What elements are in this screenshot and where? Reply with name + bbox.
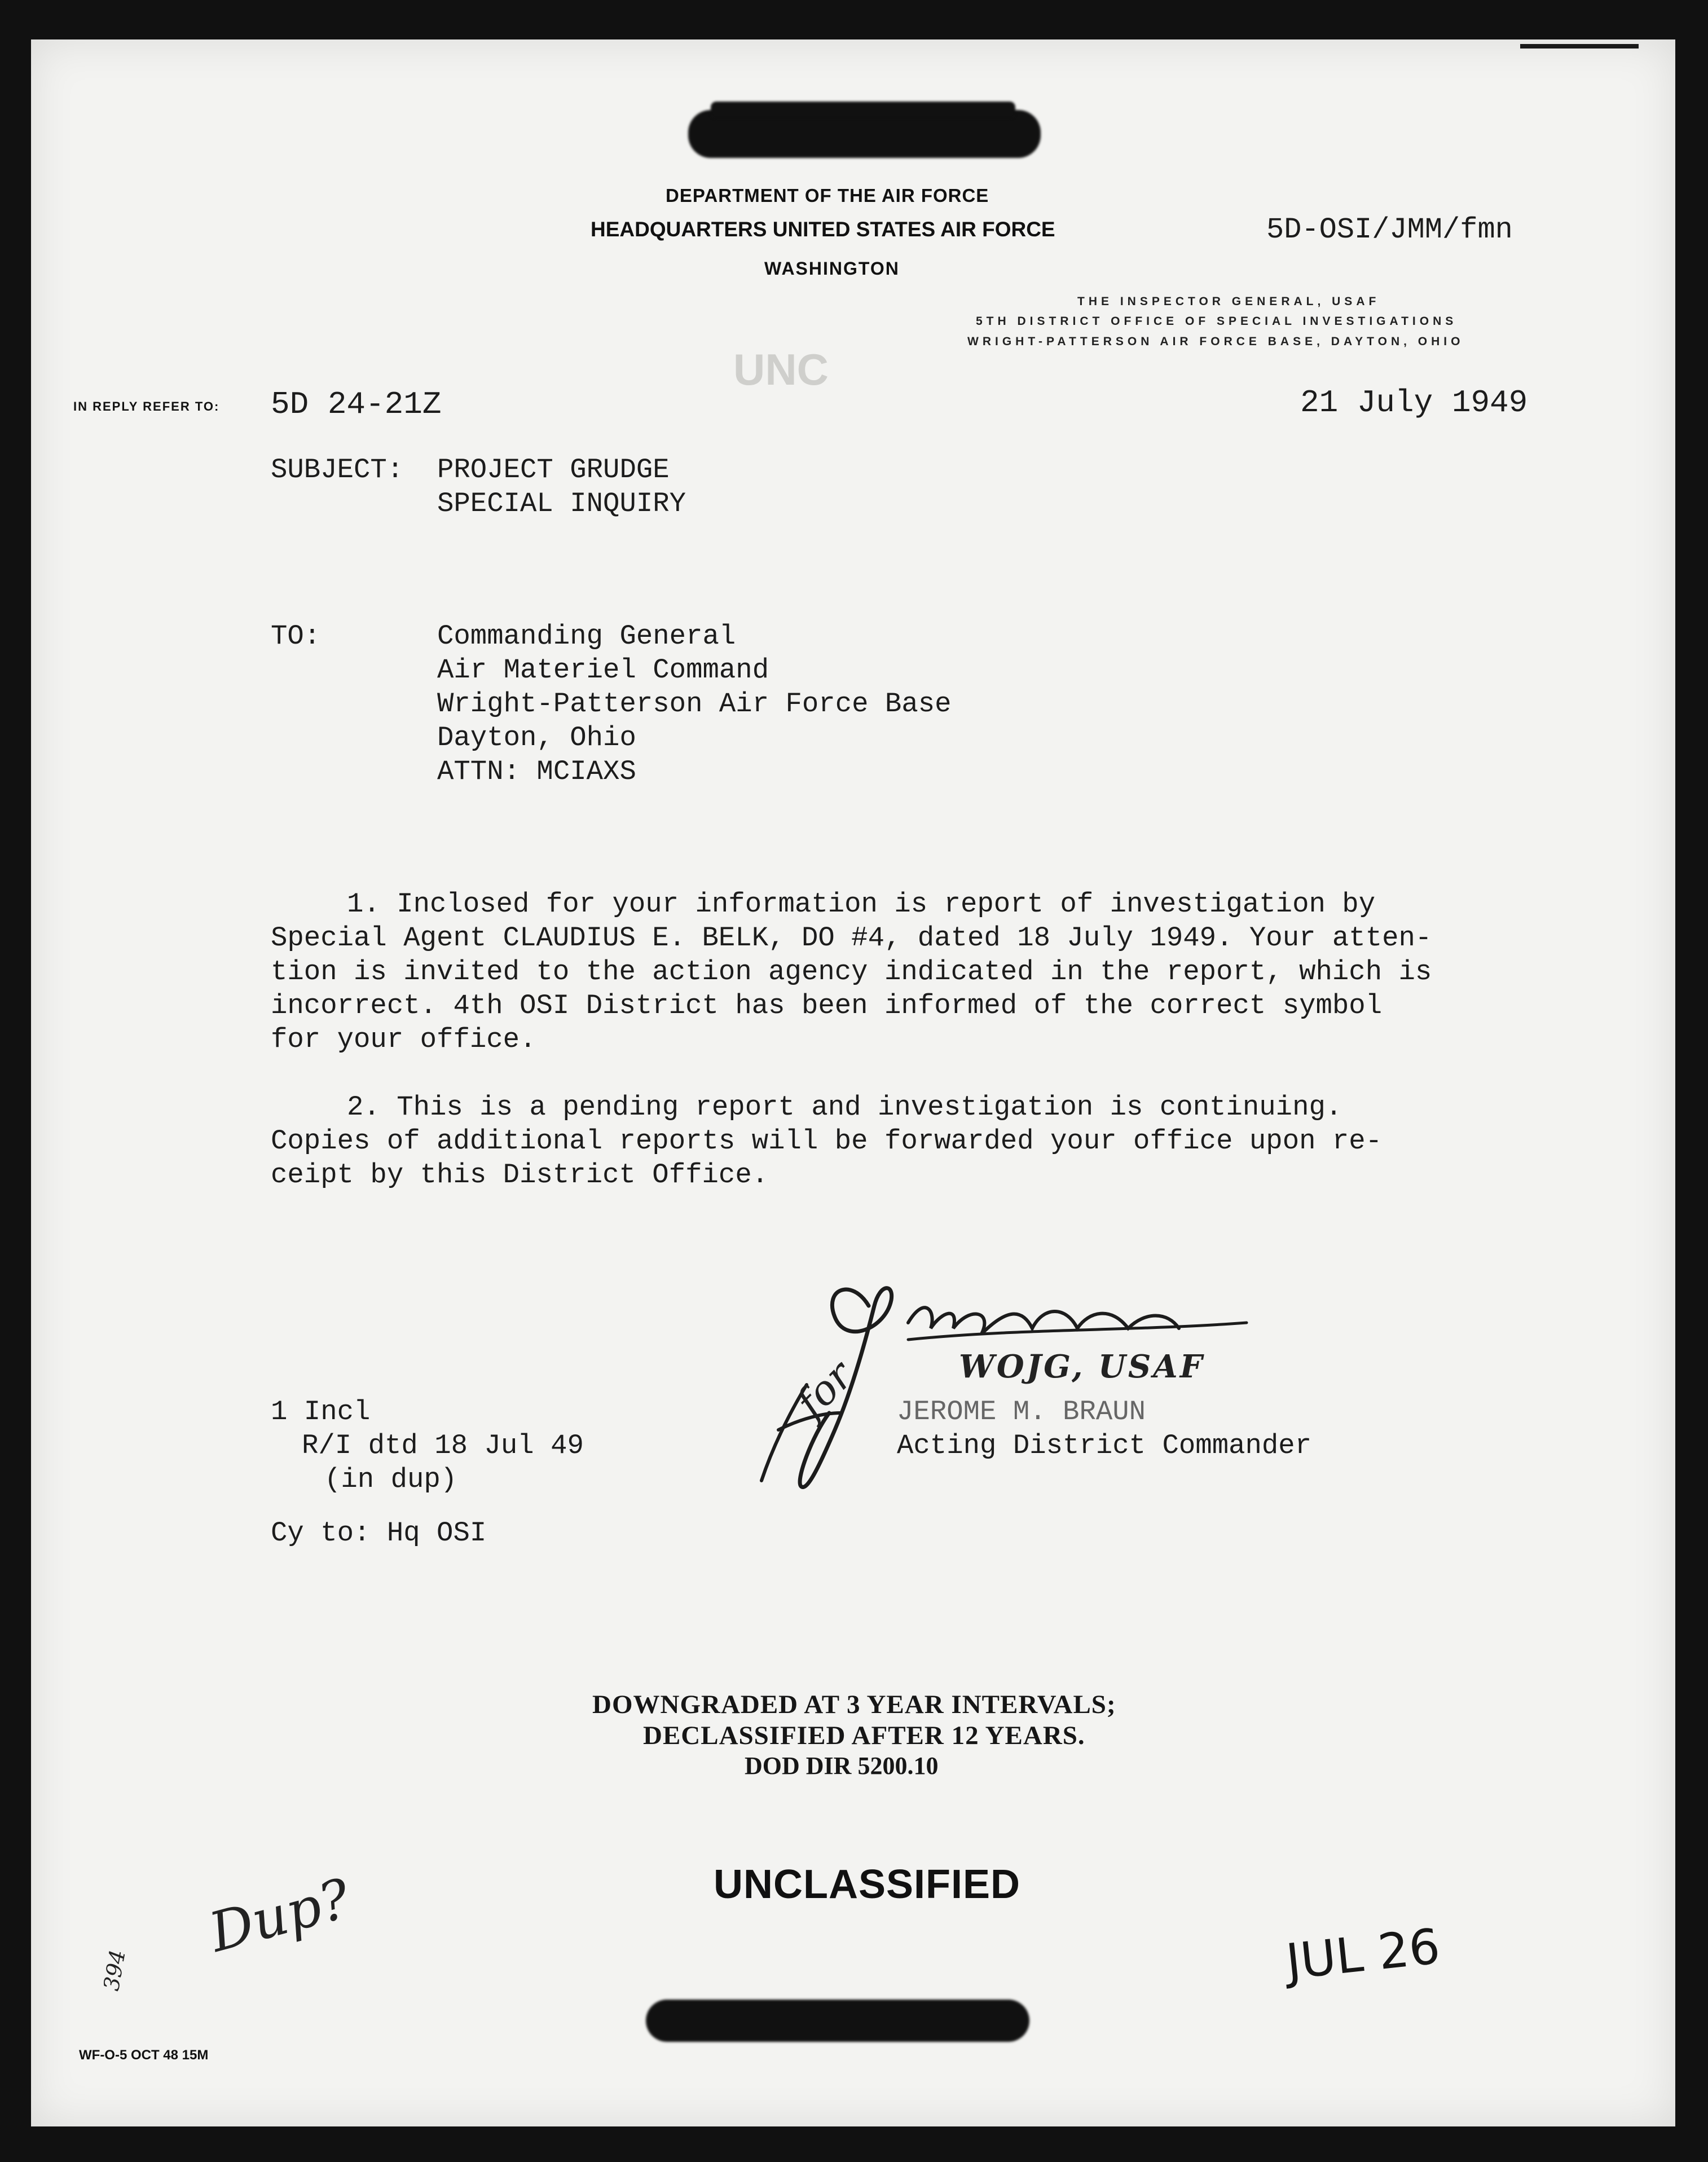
addressee-line-1: Commanding General bbox=[437, 620, 736, 652]
top-right-rule bbox=[1520, 44, 1639, 49]
downgrade-stamp-line-2: DECLASSIFIED AFTER 12 YEARS. bbox=[643, 1721, 1085, 1750]
letterhead-city: WASHINGTON bbox=[764, 258, 900, 279]
handwritten-note: Dup? bbox=[203, 1866, 356, 1965]
page-number: 394 bbox=[99, 1948, 130, 1993]
redaction-edge-top bbox=[711, 102, 1015, 118]
signer-typed-name: JEROME M. BRAUN bbox=[897, 1396, 1146, 1428]
copy-to: Cy to: Hq OSI bbox=[271, 1517, 487, 1549]
document-page bbox=[31, 39, 1675, 2126]
paragraph-1-line-2: Special Agent CLAUDIUS E. BELK, DO #4, dated 18 July 1949. Your atten- bbox=[271, 922, 1432, 954]
enclosure-count: 1 Incl bbox=[271, 1396, 371, 1428]
reply-refer-label: IN REPLY REFER TO: bbox=[73, 399, 220, 413]
paragraph-2-line-1: 2. This is a pending report and investigation is continuing. bbox=[347, 1091, 1342, 1123]
letterhead-headquarters: HEADQUARTERS UNITED STATES AIR FORCE bbox=[591, 218, 1055, 241]
subject-line-2: SPECIAL INQUIRY bbox=[437, 488, 686, 519]
office-line-1: THE INSPECTOR GENERAL, USAF bbox=[1077, 295, 1380, 308]
subject-label: SUBJECT: bbox=[271, 454, 404, 486]
redacted-classification-bottom bbox=[646, 2000, 1029, 2042]
paragraph-1-line-5: for your office. bbox=[271, 1024, 536, 1055]
downgrade-stamp-line-1: DOWNGRADED AT 3 YEAR INTERVALS; bbox=[592, 1690, 1116, 1719]
received-date-stamp: JUL 26 bbox=[1283, 1918, 1443, 1991]
file-code: 5D-OSI/JMM/fmn bbox=[1266, 213, 1513, 246]
unclassified-marking: UNCLASSIFIED bbox=[714, 1862, 1021, 1907]
downgrade-stamp-line-3: DOD DIR 5200.10 bbox=[745, 1752, 939, 1780]
paragraph-2-line-2: Copies of additional reports will be forwarded your office upon re- bbox=[271, 1125, 1383, 1157]
office-line-2: 5TH DISTRICT OFFICE OF SPECIAL INVESTIGATIONS bbox=[976, 315, 1458, 328]
reference-number: 5D 24-21Z bbox=[271, 386, 442, 422]
signer-rank: WOJG, USAF bbox=[959, 1348, 1205, 1385]
office-line-3: WRIGHT-PATTERSON AIR FORCE BASE, DAYTON, OHIO bbox=[967, 335, 1464, 348]
enclosure-description: R/I dtd 18 Jul 49 bbox=[302, 1430, 584, 1461]
paragraph-2-line-3: ceipt by this District Office. bbox=[271, 1159, 769, 1191]
letterhead-department: DEPARTMENT OF THE AIR FORCE bbox=[666, 185, 989, 206]
form-code: WF-O-5 OCT 48 15M bbox=[79, 2047, 209, 2063]
enclosure-copies: (in dup) bbox=[324, 1464, 457, 1495]
letter-date: 21 July 1949 bbox=[1300, 385, 1528, 421]
addressee-line-4: Dayton, Ohio bbox=[437, 722, 636, 754]
addressee-line-2: Air Materiel Command bbox=[437, 654, 769, 686]
paragraph-1-line-4: incorrect. 4th OSI District has been informed of the correct symbol bbox=[271, 990, 1383, 1021]
paragraph-1-line-3: tion is invited to the action agency indicated in the report, which is bbox=[271, 956, 1432, 988]
faint-unclassified-stamp: UNC bbox=[733, 345, 829, 394]
addressee-attn: ATTN: MCIAXS bbox=[437, 756, 636, 787]
for-mark: for bbox=[787, 1351, 862, 1427]
paragraph-1-line-1: 1. Inclosed for your information is report of investigation by bbox=[347, 888, 1376, 920]
signer-title: Acting District Commander bbox=[897, 1430, 1312, 1461]
to-label: TO: bbox=[271, 620, 321, 652]
addressee-line-3: Wright-Patterson Air Force Base bbox=[437, 688, 952, 720]
subject-line-1: PROJECT GRUDGE bbox=[437, 454, 670, 486]
